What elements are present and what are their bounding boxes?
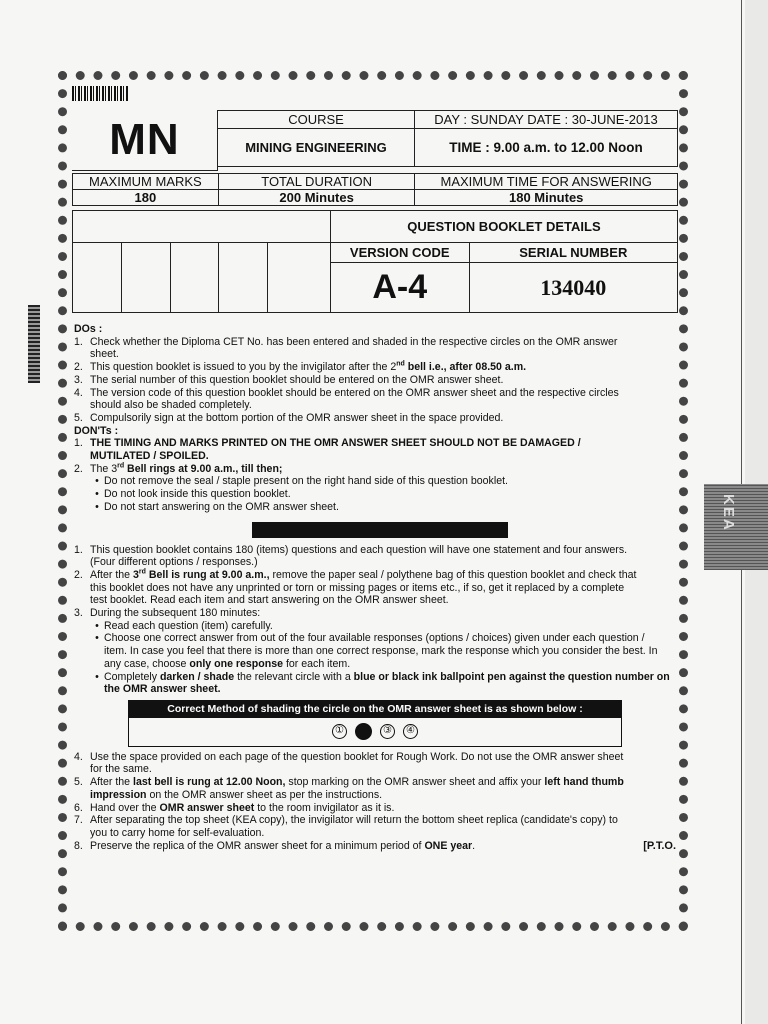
staple-seal: [28, 305, 40, 383]
dos-item-2: 2. This question booklet is issued to you by the invigilator after the 2nd bell i.e., after 08.50 a.m.: [74, 360, 527, 374]
important-item-1: 1. This question booklet contains 180 (items) questions and each question will have one statement and four answers.: [74, 543, 628, 556]
important-item-6: 6. Hand over the OMR answer sheet to the room invigilator as it is.: [74, 801, 395, 814]
important-item-2-cont2: test booklet. Read each item and start answering on the OMR answer sheet.: [90, 594, 449, 607]
important-item-5-cont: impression on the OMR answer sheet as per the instructions.: [90, 788, 383, 801]
marks-table: [72, 173, 678, 206]
important-item-7-cont: you to carry home for self-evaluation.: [90, 826, 265, 839]
dos-item-4: 4. The version code of this question booklet should be entered on the OMR answer sheet and the respective circles: [74, 386, 619, 399]
header-block: [72, 84, 678, 313]
donts-item-1-cont: MUTILATED / SPOILED.: [90, 450, 209, 463]
version-code: A-4: [372, 268, 428, 306]
max-time-value: 180 Minutes: [415, 190, 678, 206]
dos-item-4-cont: should also be shaded completely.: [90, 399, 252, 412]
serial-number: 134040: [540, 274, 607, 300]
important-item-2-cont: this booklet does not have any unprinted or torn or missing pages or items etc., if so, get it replaced by a complete: [90, 581, 625, 594]
omr-example-title: Correct Method of shading the circle on the OMR answer sheet is as shown below :: [129, 701, 621, 718]
omr-shading-example: [128, 700, 622, 747]
dos-title: DOs :: [74, 323, 103, 335]
important-item-5: 5. After the last bell is rung at 12.00 Noon, stop marking on the OMR answer sheet and affix your left hand thumb: [74, 776, 624, 789]
max-marks-value: 180: [73, 190, 219, 206]
exam-time: TIME : 9.00 a.m. to 12.00 Noon: [415, 129, 678, 167]
important-bullet-2: • Choose one correct answer from out of the four available responses (options / choices) given under each question / item. In case you feel that there is more than one correct response, mark the response which you consider the best. In any case, choose only one response for each item.: [74, 632, 670, 670]
important-item-4: 4. Use the space provided on each page of the question booklet for Rough Work. Do not use the OMR answer sheet: [74, 750, 624, 763]
total-duration-value: 200 Minutes: [218, 190, 415, 206]
donts-bullet-1: • Do not remove the seal / staple present on the right hand side of this question booklet.: [74, 475, 670, 488]
donts-title: DON'Ts :: [74, 424, 119, 437]
course-name: MINING ENGINEERING: [218, 129, 415, 167]
diploma-cet-box-3: [170, 243, 219, 313]
important-item-4-cont: for the same.: [90, 763, 152, 776]
important-bullet-1: • Read each question (item) carefully.: [74, 620, 670, 633]
dos-item-3: 3. The serial number of this question booklet should be entered on the OMR answer sheet.: [74, 373, 504, 386]
kea-seal-tab: [704, 484, 768, 570]
option-4-circle: ④: [403, 724, 418, 739]
total-duration-label: TOTAL DURATION: [218, 174, 415, 190]
important-item-7: 7. After separating the top sheet (KEA copy), the invigilator will return the bottom sheet replica (candidate's copy) to: [74, 814, 618, 827]
diploma-cet-box-5: [268, 243, 331, 313]
omr-example-circles: [129, 718, 621, 746]
diploma-cet-box-4: [219, 243, 268, 313]
version-code-label: VERSION CODE: [330, 243, 469, 263]
important-item-2: 2. After the 3rd Bell is rung at 9.00 a.m., remove the paper seal / polythene bag of this question booklet and check that: [74, 568, 637, 581]
dos-item-1: 1. Check whether the Diploma CET No. has been entered and shaded in the respective circles on the OMR answer: [74, 335, 618, 348]
blank-box-top: [73, 211, 331, 243]
donts-bullet-3: • Do not start answering on the OMR answer sheet.: [74, 501, 670, 514]
donts-item-2: 2. The 3rd Bell rings at 9.00 a.m., till then;: [74, 462, 283, 475]
instructions: [74, 323, 676, 852]
subject-code-cell: [72, 111, 218, 171]
booklet-details-title: QUESTION BOOKLET DETAILS: [330, 211, 677, 243]
max-time-label: MAXIMUM TIME FOR ANSWERING: [415, 174, 678, 190]
dos-item-1-cont: sheet.: [90, 348, 119, 361]
option-2-filled-circle: [355, 723, 372, 740]
option-1-circle: ①: [332, 724, 347, 739]
diploma-cet-box-1: [73, 243, 122, 313]
subject-code: MN: [109, 115, 180, 165]
donts-bullet-2: • Do not look inside this question booklet.: [74, 488, 670, 501]
course-label: COURSE: [218, 111, 415, 129]
important-bullet-3: • Completely darken / shade the relevant circle with a blue or black ink ballpoint pen against the question number on the OMR answer sheet.: [74, 671, 670, 696]
option-3-circle: ③: [380, 724, 395, 739]
max-marks-label: MAXIMUM MARKS: [73, 174, 219, 190]
seal-tab-label: KEA: [720, 494, 737, 532]
donts-item-1: 1. THE TIMING AND MARKS PRINTED ON THE OMR ANSWER SHEET SHOULD NOT BE DAMAGED /: [74, 437, 581, 450]
pto-label: [P.T.O.: [643, 839, 676, 852]
important-item-3: 3. During the subsequent 180 minutes:: [74, 607, 261, 620]
redacted-heading-bar: [252, 522, 508, 538]
dos-item-5: 5. Compulsorily sign at the bottom portion of the OMR answer sheet in the space provided.: [74, 411, 504, 424]
booklet-details-table: [72, 210, 678, 313]
important-item-1-cont: (Four different options / responses.): [90, 556, 258, 569]
diploma-cet-box-2: [121, 243, 170, 313]
serial-number-label: SERIAL NUMBER: [469, 243, 677, 263]
important-item-8: 8. Preserve the replica of the OMR answer sheet for a minimum period of ONE year. [P.T.O.: [74, 839, 676, 852]
course-table: [72, 110, 678, 171]
day-date: DAY : SUNDAY DATE : 30-JUNE-2013: [415, 111, 678, 129]
